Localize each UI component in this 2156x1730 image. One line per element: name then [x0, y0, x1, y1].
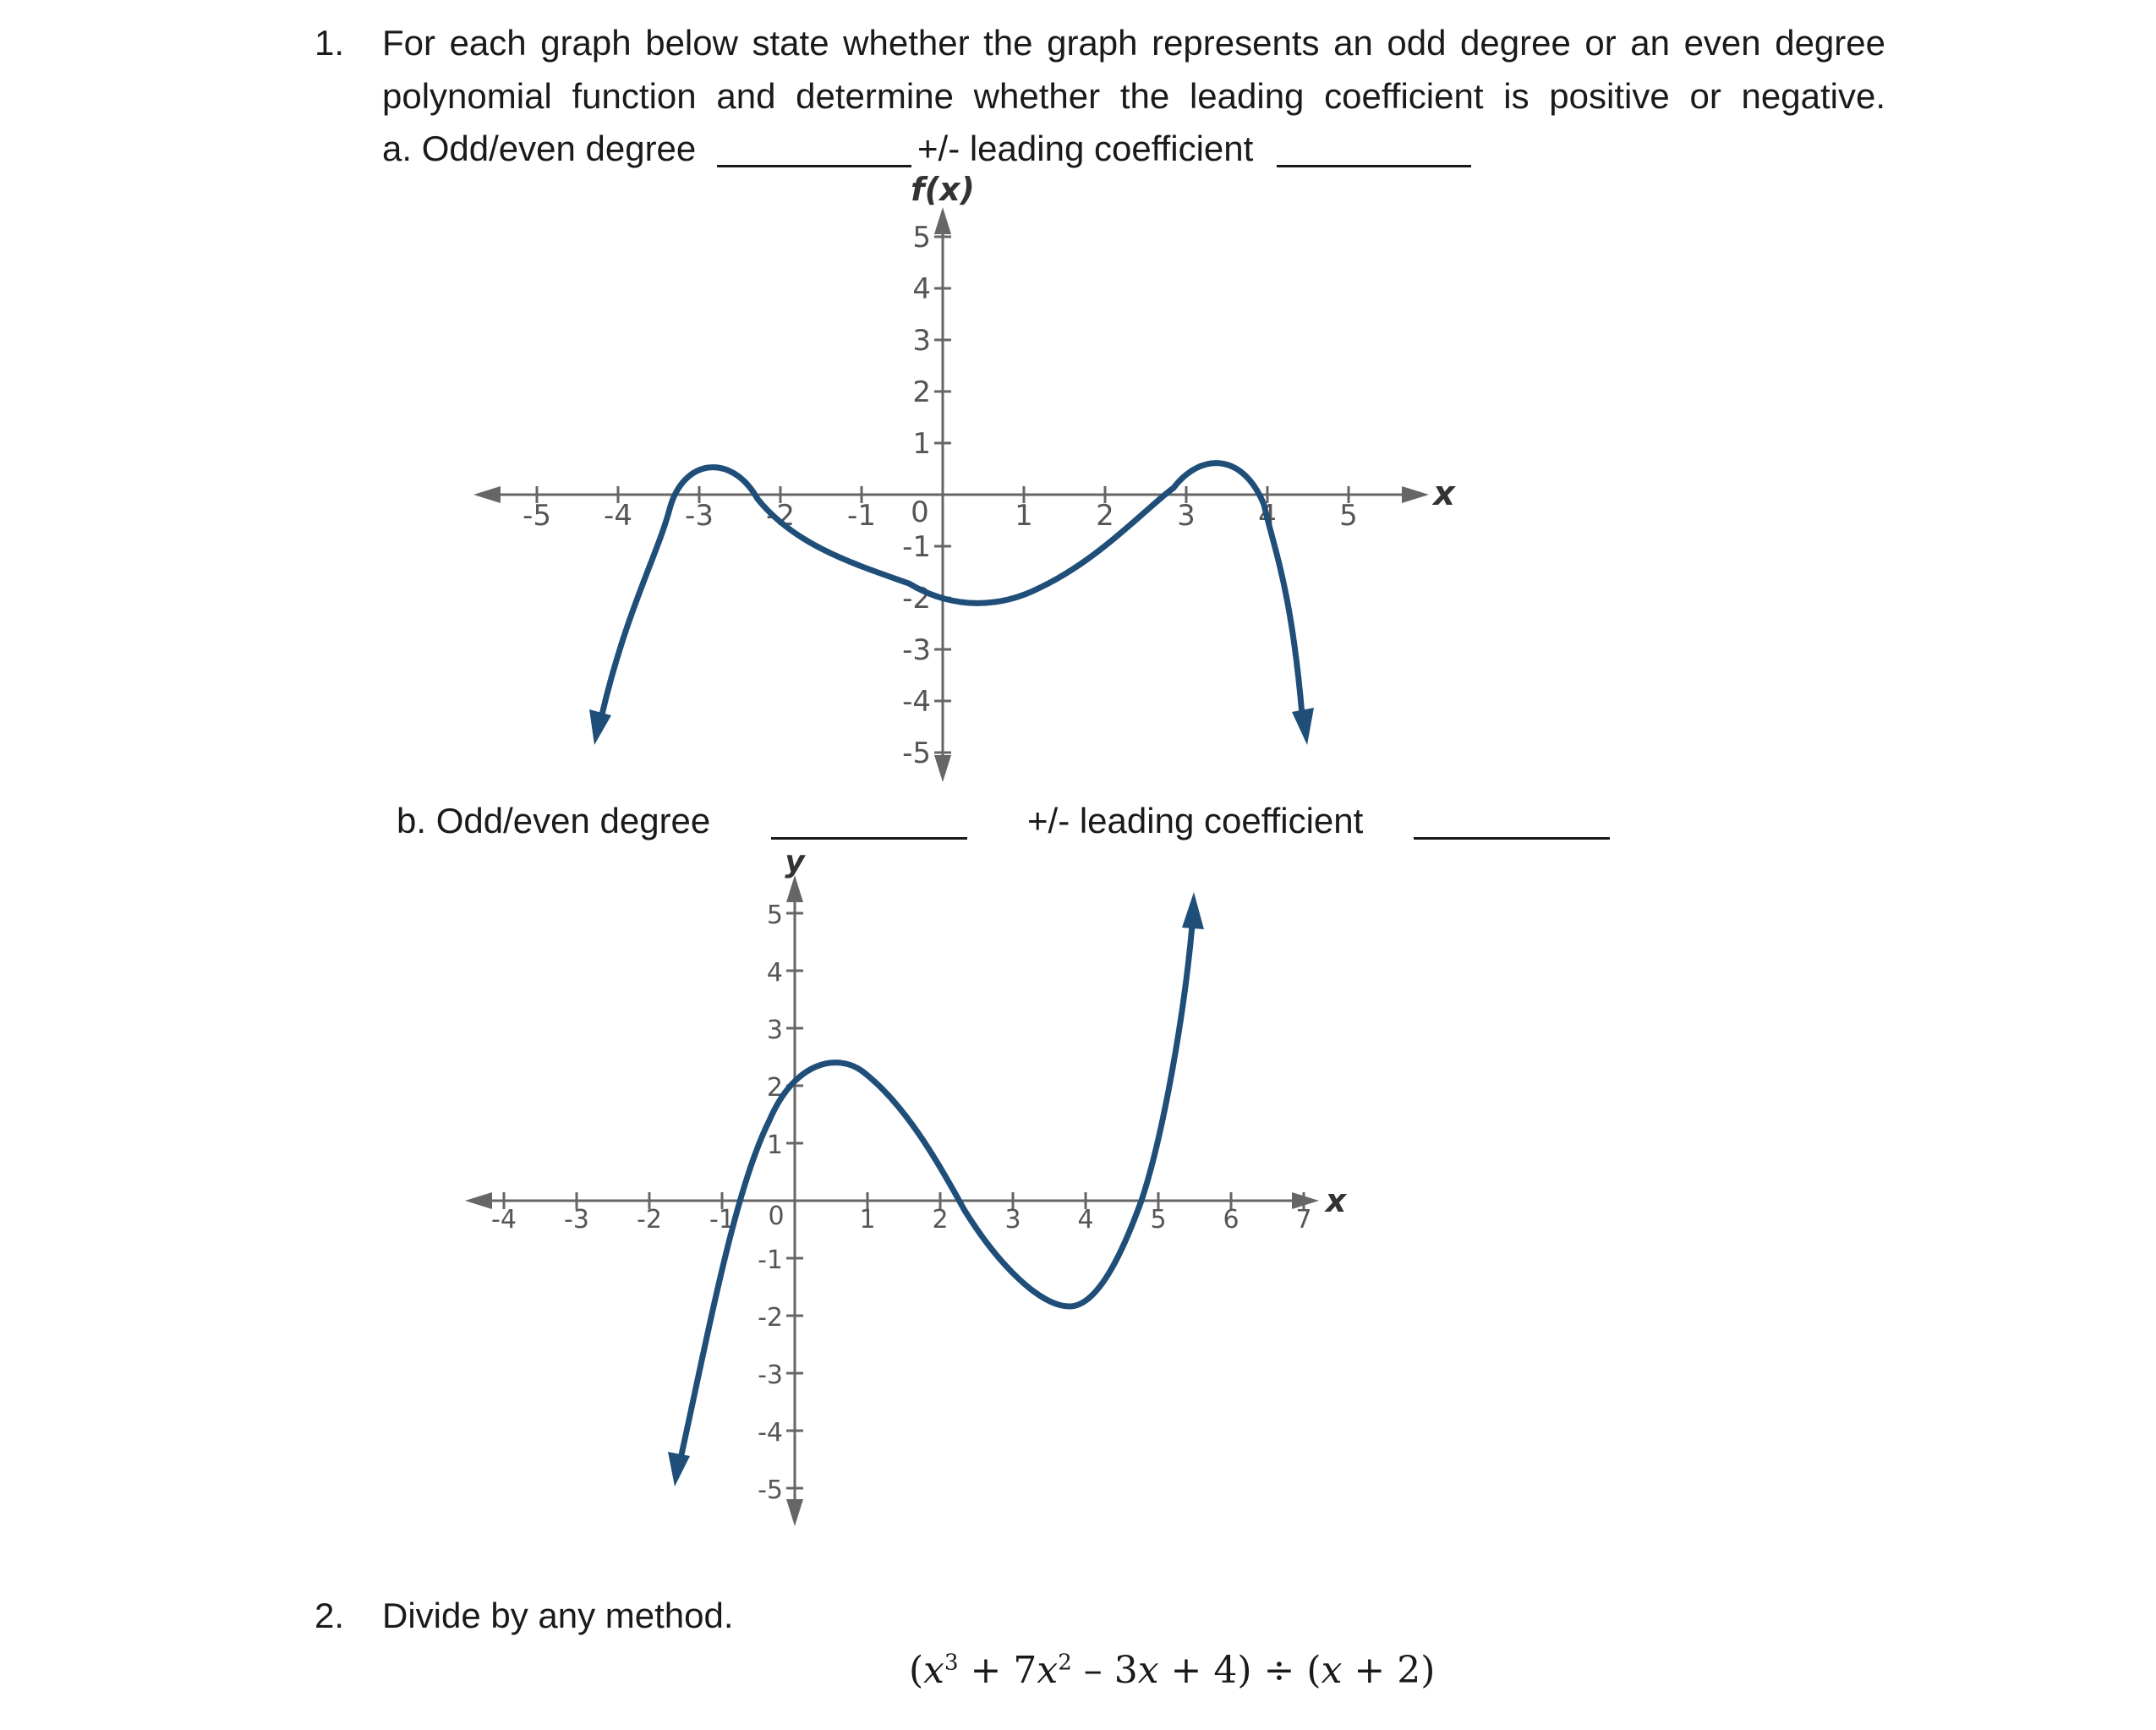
graph_b-y-tick-label: 1	[766, 1131, 783, 1160]
question-1-prompt-line-1: For each graph below state whether the graph represents an odd degree or an even degree	[382, 23, 1885, 63]
graph_a-y-tick-label: 2	[912, 375, 931, 409]
graph_a-x-tick-label: -4	[604, 499, 632, 533]
graph-b-up-arrowhead	[1182, 892, 1204, 929]
part-b-degree-answer-blank[interactable]	[771, 837, 967, 840]
part-a-coefficient-label: +/- leading coefficient	[917, 129, 1254, 168]
graph-a-y-axis-label: f(x)	[911, 173, 975, 208]
graph_a-y-tick-label: -2	[902, 582, 931, 616]
part-b-coefficient-answer-blank[interactable]	[1414, 837, 1610, 840]
graph_b-x-tick-label: 3	[1004, 1205, 1021, 1235]
graph-b-tick-labels	[491, 901, 1312, 1505]
graph_b-y-tick-label: 2	[766, 1073, 783, 1103]
graph_a-y-tick-label: 1	[912, 427, 931, 461]
graph_a-y-tick-label: 4	[912, 272, 931, 306]
part-b-coefficient-label: +/- leading coefficient	[1027, 801, 1364, 840]
graph_b-x-tick-label: 1	[859, 1205, 876, 1235]
graph_a-x-tick-label: -2	[766, 499, 795, 533]
graph_a-y-tick-label: -1	[902, 530, 931, 564]
graph_a-y-tick-label: -4	[902, 685, 931, 719]
graph-b-x-axis-label: x	[1325, 1182, 1347, 1219]
graph_b-x-tick-label: -1	[709, 1205, 735, 1235]
graph_a-y-tick-label: -5	[902, 736, 931, 770]
graph_b-y-tick-label: -2	[758, 1303, 783, 1333]
graph_a-x-tick-label: -3	[685, 499, 714, 533]
graph_a-y-tick-label: 5	[912, 221, 931, 255]
graph_a-x-tick-label: -5	[523, 499, 551, 533]
graph_b-y-tick-label: -1	[758, 1245, 783, 1275]
graph-b-axes	[465, 875, 1319, 1526]
question-2-prompt: Divide by any method.	[382, 1596, 734, 1635]
graph-a-right-arrowhead	[1292, 708, 1314, 745]
graph_a-x-tick-label: -1	[847, 499, 876, 533]
graph_b-y-tick-label: 5	[766, 901, 783, 930]
graph_a-x-tick-label: 1	[1015, 499, 1033, 533]
graph-a-origin-label: 0	[911, 495, 929, 529]
part-b-degree-label: b. Odd/even degree	[397, 801, 711, 840]
graph_b-x-tick-label: -3	[564, 1205, 589, 1235]
graph_b-x-tick-label: 5	[1150, 1205, 1167, 1235]
graph_a-x-tick-label: 4	[1258, 499, 1277, 533]
graph-a-x-axis-label: x	[1433, 474, 1455, 513]
graph_b-y-tick-label: -5	[758, 1475, 783, 1505]
graph_b-x-tick-label: 6	[1223, 1205, 1239, 1235]
graph-b-down-arrowhead	[668, 1452, 690, 1486]
part-a-degree-answer-blank[interactable]	[717, 165, 911, 167]
graph_a-x-tick-label: 5	[1339, 499, 1358, 533]
graph_a-x-tick-label: 2	[1096, 499, 1114, 533]
graph-b	[457, 850, 1387, 1535]
graph-b-y-axis-label: y	[785, 850, 805, 879]
graph-a-left-arrowhead	[589, 709, 611, 745]
graph_b-y-tick-label: -3	[758, 1360, 783, 1390]
division-expression: $(x^3 + 7x^2 - 3x + 4) \div (x + 2)$	[909, 1649, 1436, 1692]
graph_b-y-tick-label: 3	[766, 1016, 783, 1045]
graph_a-y-tick-label: 3	[912, 324, 931, 358]
graph_b-x-tick-label: -4	[491, 1205, 517, 1235]
question-2-number: 2.	[315, 1596, 345, 1635]
graph_b-x-tick-label: 2	[932, 1205, 949, 1235]
part-a-degree-label: a. Odd/even degree	[382, 129, 697, 168]
graph_b-x-tick-label: -2	[637, 1205, 662, 1235]
question-1-number: 1.	[315, 23, 345, 63]
graph-a	[457, 173, 1471, 791]
graph_b-x-tick-label: 7	[1295, 1205, 1312, 1235]
graph_a-x-tick-label: 3	[1177, 499, 1196, 533]
graph_a-y-tick-label: -3	[902, 633, 931, 667]
graph-b-origin-label: 0	[768, 1202, 785, 1231]
question-1-prompt-line-2: polynomial function and determine whether the leading coefficient is positive or negative.	[382, 76, 1885, 116]
part-a-coefficient-answer-blank[interactable]	[1277, 165, 1471, 167]
graph_b-y-tick-label: 4	[766, 958, 783, 988]
graph_b-y-tick-label: -4	[758, 1418, 783, 1448]
graph_b-x-tick-label: 4	[1077, 1205, 1094, 1235]
